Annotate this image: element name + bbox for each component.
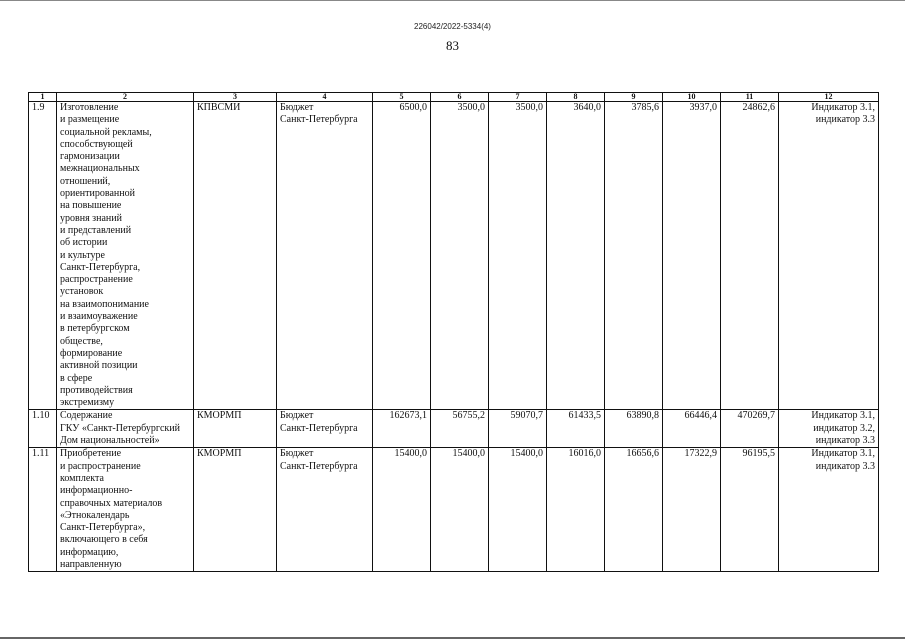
- indicator: Индикатор 3.1, индикатор 3.3: [779, 448, 879, 572]
- indicator: Индикатор 3.1, индикатор 3.3: [779, 102, 879, 410]
- column-header: 12: [779, 93, 879, 102]
- value-col-7: 15400,0: [489, 448, 547, 572]
- value-col-5: 15400,0: [373, 448, 431, 572]
- column-header: 7: [489, 93, 547, 102]
- funding-source: Бюджет Санкт-Петербурга: [277, 448, 373, 572]
- value-col-10: 66446,4: [663, 410, 721, 448]
- value-col-9: 3785,6: [605, 102, 663, 410]
- executor: КПВСМИ: [194, 102, 277, 410]
- column-header: 5: [373, 93, 431, 102]
- funding-source: Бюджет Санкт-Петербурга: [277, 102, 373, 410]
- activity-name: Содержание ГКУ «Санкт-Петербургский Дом национальностей»: [57, 410, 194, 448]
- column-header: 8: [547, 93, 605, 102]
- document-code: 226042/2022-5334(4): [414, 22, 491, 31]
- value-col-10: 3937,0: [663, 102, 721, 410]
- activity-name: Изготовление и размещение социальной рекламы, способствующей гармонизации межнациональных отношений, ориентированной на повышение уровня знаний и представлений об истории и культуре Санкт-Петербурга, распространение установок на взаимопонимание и взаимоуважение в петербургском обществе, формирование активной позиции в сфере противодействия экстремизму: [57, 102, 194, 410]
- column-header: 10: [663, 93, 721, 102]
- row-number: 1.10: [29, 410, 57, 448]
- column-header: 6: [431, 93, 489, 102]
- column-header: 1: [29, 93, 57, 102]
- column-header: 4: [277, 93, 373, 102]
- value-col-11: 96195,5: [721, 448, 779, 572]
- row-number: 1.9: [29, 102, 57, 410]
- value-col-11: 24862,6: [721, 102, 779, 410]
- column-header: 11: [721, 93, 779, 102]
- value-col-10: 17322,9: [663, 448, 721, 572]
- page-number: 83: [446, 38, 459, 53]
- executor: КМОРМП: [194, 410, 277, 448]
- activity-name: Приобретение и распространение комплекта информационно- справочных материалов «Этнокалендарь Санкт-Петербурга», включающего в себя информацию, направленную: [57, 448, 194, 572]
- value-col-9: 63890,8: [605, 410, 663, 448]
- value-col-11: 470269,7: [721, 410, 779, 448]
- value-col-6: 56755,2: [431, 410, 489, 448]
- scan-edge-bottom: [0, 637, 905, 639]
- table-row: [29, 448, 879, 572]
- column-header: 9: [605, 93, 663, 102]
- funding-source: Бюджет Санкт-Петербурга: [277, 410, 373, 448]
- value-col-5: 6500,0: [373, 102, 431, 410]
- value-col-5: 162673,1: [373, 410, 431, 448]
- column-header: 2: [57, 93, 194, 102]
- budget-table: [28, 92, 879, 572]
- value-col-8: 3640,0: [547, 102, 605, 410]
- value-col-6: 3500,0: [431, 102, 489, 410]
- value-col-7: 59070,7: [489, 410, 547, 448]
- indicator: Индикатор 3.1, индикатор 3.2, индикатор 3.3: [779, 410, 879, 448]
- table-row: [29, 102, 879, 410]
- column-header: 3: [194, 93, 277, 102]
- value-col-6: 15400,0: [431, 448, 489, 572]
- row-number: 1.11: [29, 448, 57, 572]
- executor: КМОРМП: [194, 448, 277, 572]
- header-row: [29, 93, 879, 102]
- value-col-8: 16016,0: [547, 448, 605, 572]
- value-col-9: 16656,6: [605, 448, 663, 572]
- table-row: [29, 410, 879, 448]
- value-col-7: 3500,0: [489, 102, 547, 410]
- scan-edge-top: [0, 0, 905, 1]
- value-col-8: 61433,5: [547, 410, 605, 448]
